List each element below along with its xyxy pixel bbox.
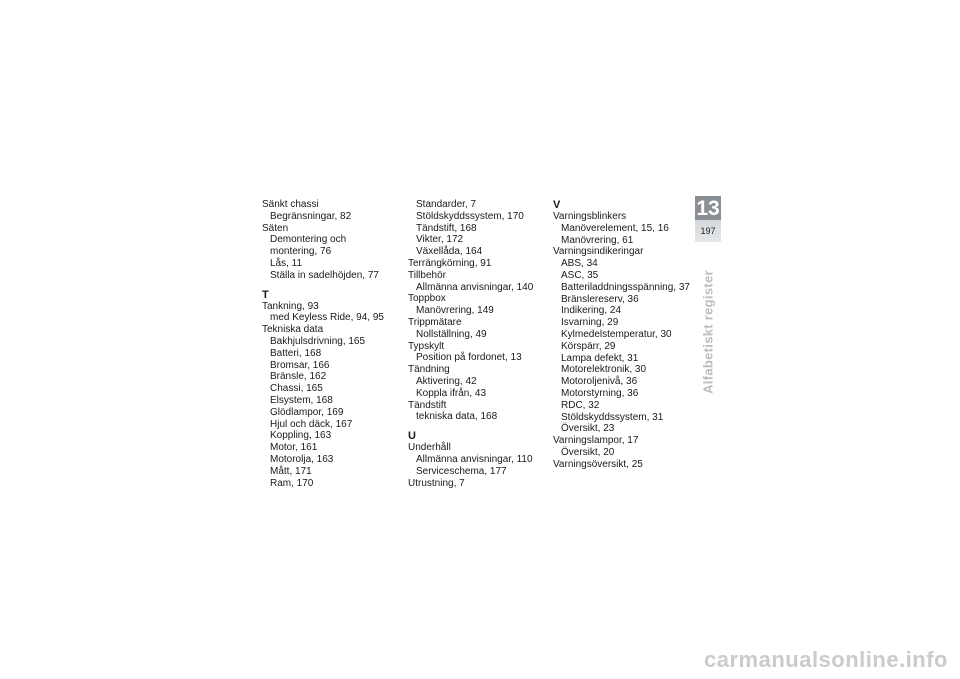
index-subentry: Lås, 11 <box>270 257 303 269</box>
index-entry: Tankning, 93 <box>262 300 319 312</box>
index-entry: Varningsindikeringar <box>553 246 644 258</box>
index-subentry: Översikt, 23 <box>561 423 615 435</box>
index-subentry: Manöverelement, 15, 16 <box>561 222 669 234</box>
index-entry: Terrängkörning, 91 <box>408 257 492 269</box>
index-subentry: Glödlampor, 169 <box>270 406 344 418</box>
index-subentry: Stöldskyddssystem, 31 <box>561 411 664 423</box>
index-entry: Toppbox <box>408 293 446 305</box>
chapter-number: 13 <box>696 197 720 220</box>
index-column-1 <box>262 199 402 489</box>
index-subentry: Allmänna anvisningar, 110 <box>416 453 533 465</box>
index-subentry: Manövrering, 61 <box>561 234 634 246</box>
index-subentry: Motorelektronik, 30 <box>561 364 647 376</box>
index-subentry: Position på fordonet, 13 <box>416 352 522 364</box>
index-subentry: med Keyless Ride, 94, 95 <box>270 312 384 324</box>
index-entry: Tekniska data <box>262 324 324 336</box>
index-letter-heading: V <box>553 199 561 211</box>
index-subentry: Bakhjulsdrivning, 165 <box>270 335 366 347</box>
index-subentry: Batteriladdningsspänning, 37 <box>561 281 690 293</box>
index-subentry: Nollställning, 49 <box>416 328 487 340</box>
watermark: carmanualsonline.info <box>704 647 948 672</box>
index-entry: Varningsöversikt, 25 <box>553 458 643 470</box>
index-subentry: Allmänna anvisningar, 140 <box>416 281 534 293</box>
index-entry: Tillbehör <box>408 269 446 281</box>
index-subentry: ASC, 35 <box>561 269 599 281</box>
index-subentry: Chassi, 165 <box>270 383 323 395</box>
index-subentry: Bränsle, 162 <box>270 371 327 383</box>
index-entry: Underhåll <box>408 442 451 454</box>
index-entry: Sänkt chassi <box>262 199 319 210</box>
index-subentry: Stöldskyddssystem, 170 <box>416 210 524 222</box>
index-entry: Tändstift <box>408 399 447 411</box>
index-entry: Typskylt <box>408 340 445 352</box>
index-subentry: Mått, 171 <box>270 465 312 477</box>
index-entry: Varningsblinkers <box>553 211 627 222</box>
index-subentry: Koppla ifrån, 43 <box>416 387 487 399</box>
index-letter-heading: T <box>262 288 269 301</box>
index-subentry: Översikt, 20 <box>561 446 615 458</box>
index-entry: Varningslampor, 17 <box>553 435 639 447</box>
index-subentry: Standarder, 7 <box>416 199 477 210</box>
index-subentry: montering, 76 <box>270 246 332 258</box>
index-subentry: Elsystem, 168 <box>270 394 333 406</box>
index-column-3 <box>553 199 693 471</box>
index-subentry: Motoroljenivå, 36 <box>561 376 638 388</box>
index-subentry: Tändstift, 168 <box>416 222 477 234</box>
index-entry: Tändning <box>408 364 450 376</box>
index-subentry: Motor, 161 <box>270 442 318 454</box>
index-subentry: Bromsar, 166 <box>270 359 330 371</box>
index-subentry: Ställa in sadelhöjden, 77 <box>270 269 379 281</box>
index-subentry: Batteri, 168 <box>270 347 322 359</box>
index-entry: Trippmätare <box>408 316 462 328</box>
index-entry: Säten <box>262 222 289 234</box>
index-letter-heading: U <box>408 430 416 443</box>
chapter-tab <box>695 196 721 242</box>
index-subentry: Lampa defekt, 31 <box>561 352 639 364</box>
index-subentry: Körspärr, 29 <box>561 340 616 352</box>
index-subentry: Koppling, 163 <box>270 430 332 442</box>
index-column-2 <box>408 199 548 489</box>
index-subentry: Motorstyrning, 36 <box>561 387 639 399</box>
index-subentry: Växellåda, 164 <box>416 246 483 258</box>
page-number: 197 <box>700 226 716 236</box>
index-subentry: Isvarning, 29 <box>561 317 619 329</box>
index-subentry: Bränslereserv, 36 <box>561 293 639 305</box>
index-subentry: Hjul och däck, 167 <box>270 418 353 430</box>
index-subentry: Kylmedelstemperatur, 30 <box>561 328 672 340</box>
index-subentry: Begränsningar, 82 <box>270 210 352 222</box>
index-subentry: Indikering, 24 <box>561 305 622 317</box>
index-subentry: Motorolja, 163 <box>270 453 334 465</box>
index-subentry: Vikter, 172 <box>416 234 464 246</box>
index-entry: Utrustning, 7 <box>408 477 465 489</box>
side-chapter-title: Alfabetiskt register <box>700 270 716 394</box>
index-subentry: RDC, 32 <box>561 399 600 411</box>
index-subentry: Aktivering, 42 <box>416 375 477 387</box>
index-subentry: Serviceschema, 177 <box>416 465 507 477</box>
index-subentry: ABS, 34 <box>561 258 598 270</box>
index-subentry: Manövrering, 149 <box>416 305 494 317</box>
index-subentry: Demontering och <box>270 234 347 246</box>
index-subentry: Ram, 170 <box>270 477 314 489</box>
index-subentry: tekniska data, 168 <box>416 411 498 423</box>
